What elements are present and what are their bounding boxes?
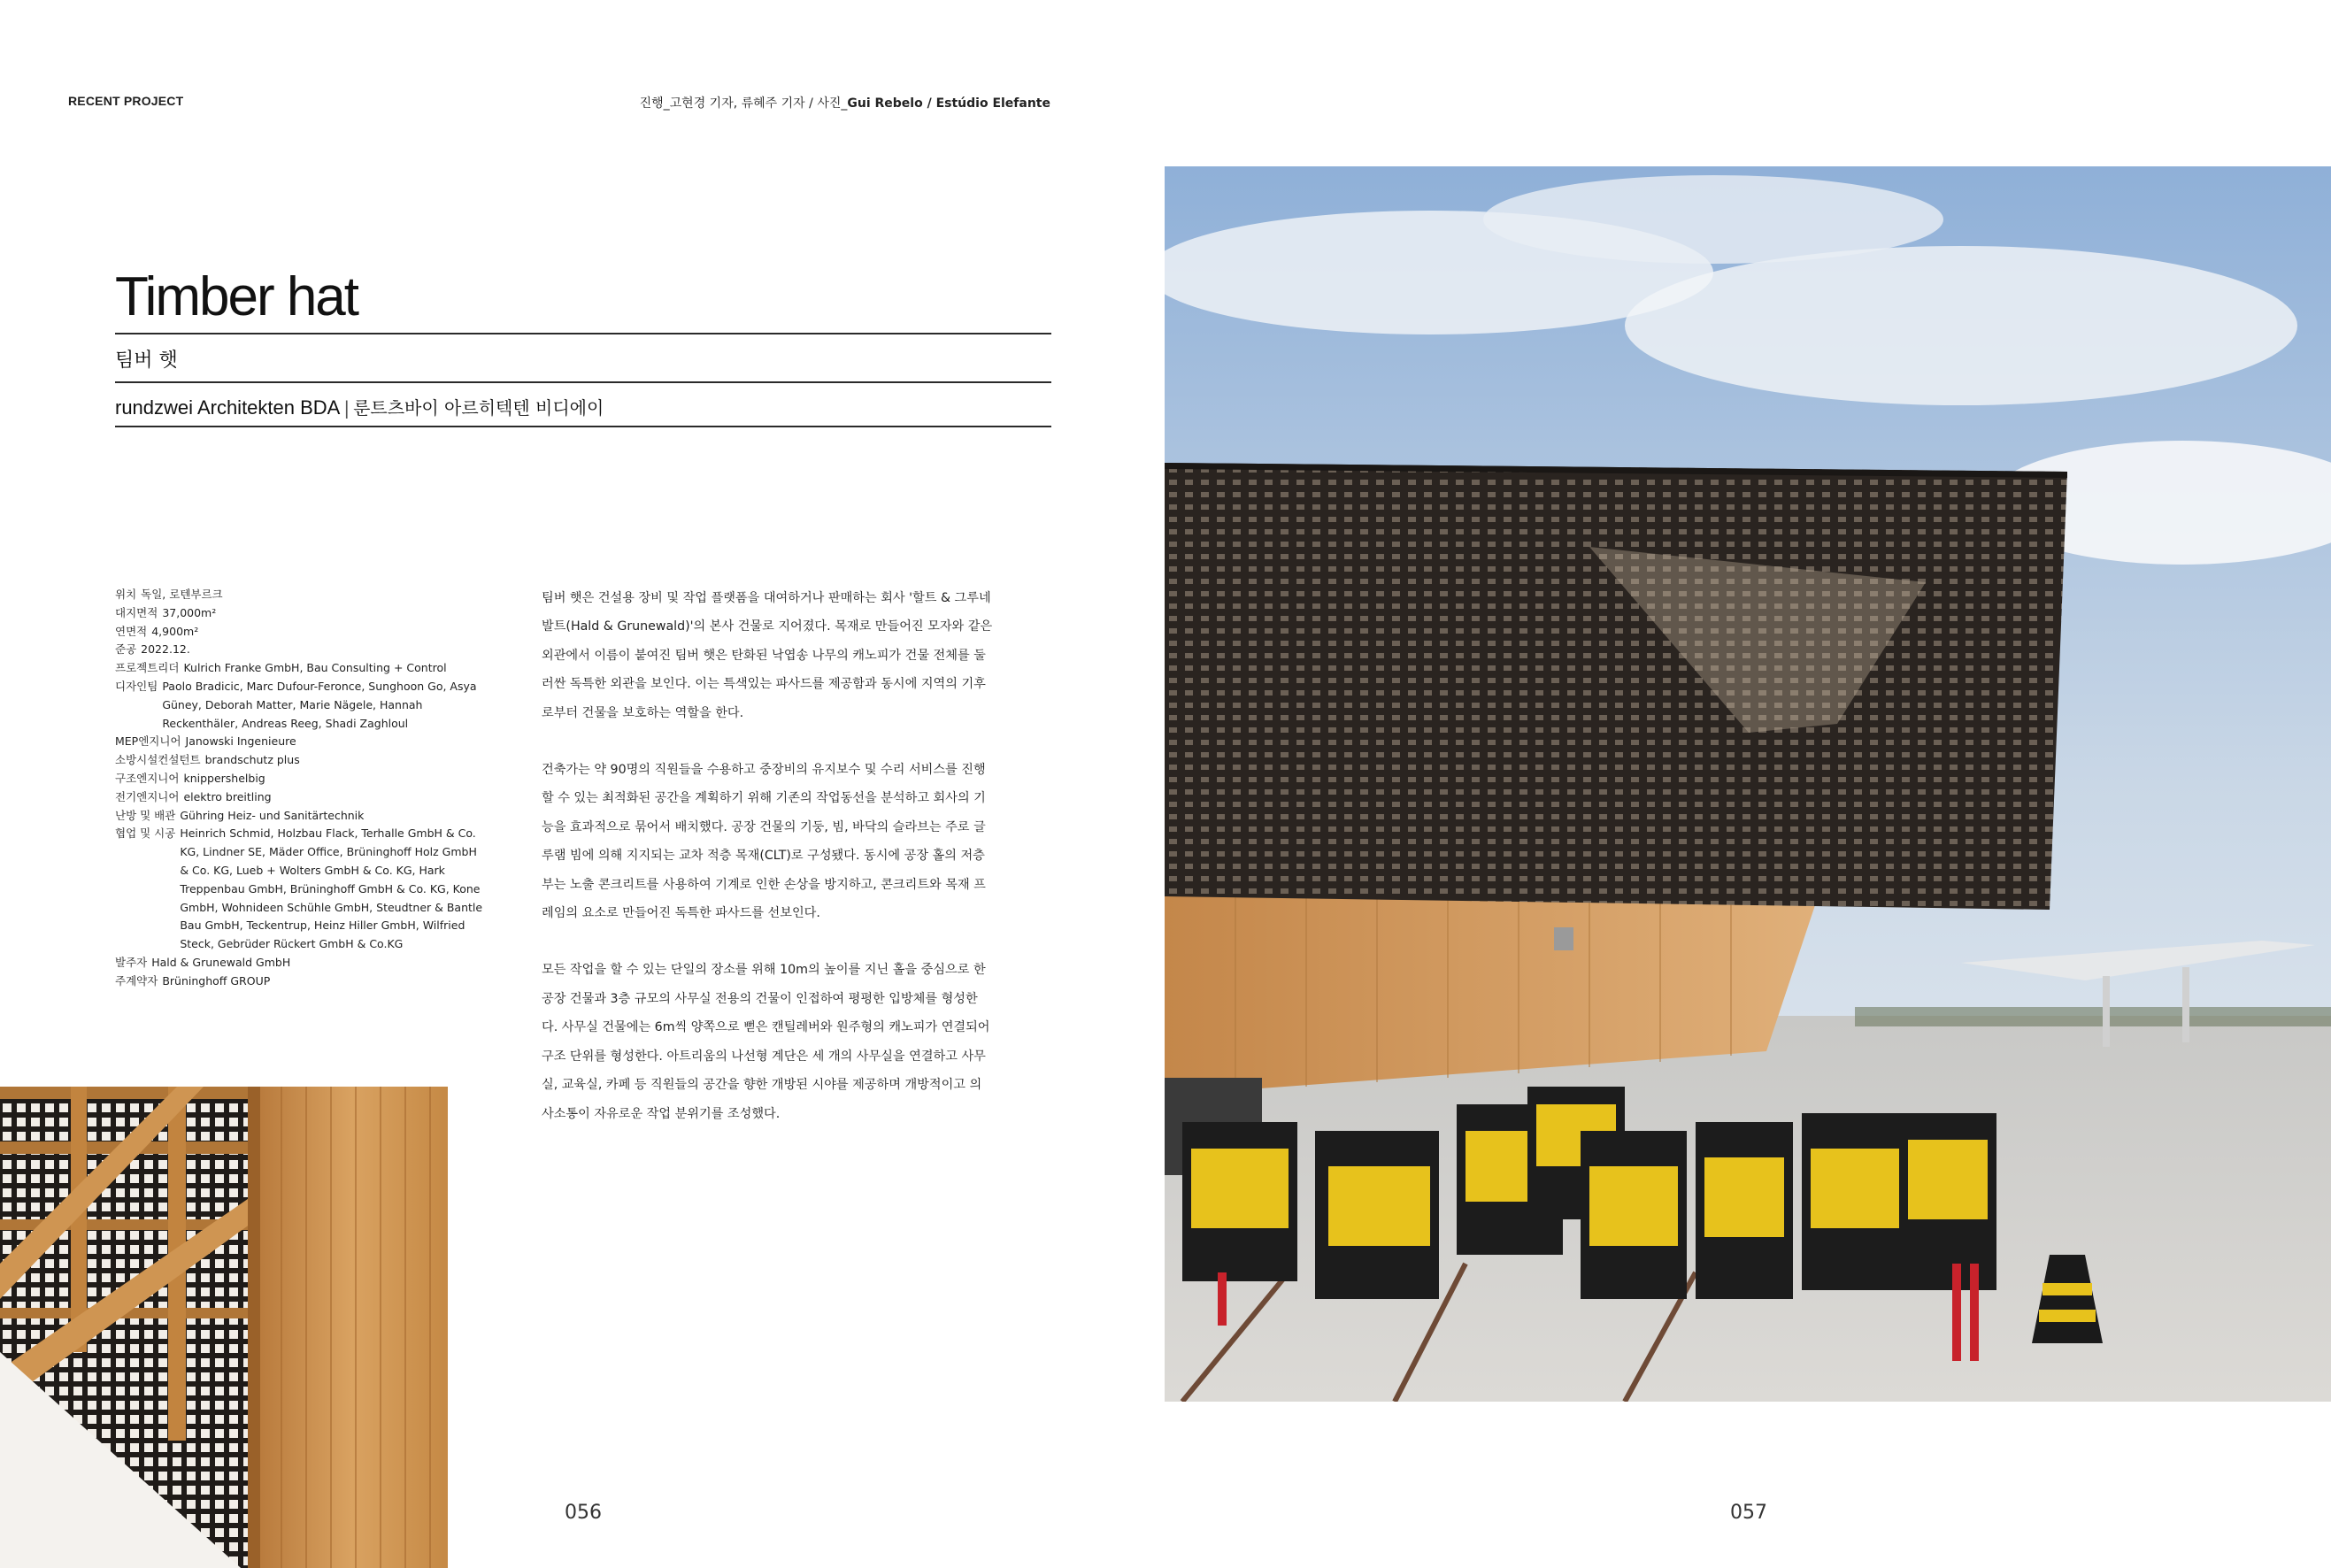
body-paragraph: 건축가는 약 90명의 직원들을 수용하고 중장비의 유지보수 및 수리 서비스를 진행할 수 있는 최적화된 공간을 계획하기 위해 기존의 작업동선을 분석하고 회사의 기능을 효과적으로 묶어서 배치했다. 공장 건물의 기둥, 빔, 바닥의 슬라브는 주로 글루램 빔에 의해 지지되는 교차 적층 목재(CLT)로 구성됐다. 동시에 공장 홀의 저층부는 노출 콘크리트를 사용하여 기계로 인한 손상을 방지하고, 콘크리트와 목재 프레임의 요소로 만들어진 독특한 파사드를 선보인다.: [542, 763, 986, 921]
architect-name-kr: 룬트츠바이 아르히텍텐 비디에이: [353, 397, 604, 419]
credit-value: Brüninghoff GROUP: [162, 973, 271, 988]
credit-key: 발주자: [115, 955, 148, 969]
project-title-kr: 팀버 햇: [115, 350, 178, 372]
credit-row: [115, 659, 487, 678]
credit-key: MEP엔지니어: [115, 734, 181, 749]
credit-value: Gühring Heiz- und Sanitärtechnik: [180, 808, 365, 822]
credit-key: 협업 및 시공: [115, 826, 176, 841]
credits-photographer: Gui Rebelo / Estúdio Elefante: [847, 96, 1050, 111]
credit-key: 프로젝트리더: [115, 661, 180, 675]
credits-prefix: 진행_고현경 기자, 류혜주 기자 / 사진_: [639, 96, 848, 111]
architect-rule: [115, 426, 1051, 427]
architect-separator: |: [343, 397, 350, 419]
credit-row: [115, 586, 487, 604]
body-paragraph: 팀버 햇은 건설용 장비 및 작업 플랫폼을 대여하거나 판매하는 회사 '할트 & 그루네발트(Hald & Grunewald)'의 본사 건물로 지어졌다. 목재로 만들어진 모자와 같은 외관에서 이름이 붙여진 팀버 햇은 탄화된 낙엽송 나무의 캐노피가 건물 전체를 둘러싼 독특한 외관을 보인다. 이는 특색있는 파사드를 제공함과 동시에 지역의 기후로부터 건물을 보호하는 역할을 한다.: [542, 591, 993, 720]
credit-value: 독일, 로텐부르크: [141, 588, 223, 601]
credit-row: [115, 751, 487, 770]
credit-value: Janowski Ingenieure: [185, 734, 296, 749]
credit-value: knippershelbig: [183, 771, 265, 785]
project-credits: [115, 586, 487, 991]
credit-row: [115, 972, 487, 991]
credit-value: Paolo Bradicic, Marc Dufour-Feronce, Sunghoon Go, Asya Güney, Deborah Matter, Marie Nägele, Hannah Reckenthäler, Andreas Reeg, Shadi Zaghloul: [162, 679, 477, 730]
credit-row: [115, 733, 487, 751]
architect-line: [115, 394, 604, 419]
body-paragraph: 모든 작업을 할 수 있는 단일의 장소를 위해 10m의 높이를 지닌 홀을 중심으로 한 공장 건물과 3층 규모의 사무실 전용의 건물이 인접하여 평평한 입방체를 형성한다. 사무실 건물에는 6m씩 양쪽으로 뻗은 캔틸레버와 원주형의 캐노피가 연결되어 구조 단위를 형성한다. 아트리움의 나선형 계단은 세 개의 사무실을 연결하고 사무실, 교육실, 카페 등 직원들의 공간을 향한 개방된 시야를 제공하며 개방적이고 의사소통이 자유로운 작업 분위기를 조성했다.: [542, 963, 990, 1121]
credit-value: 37,000m²: [162, 605, 217, 619]
credit-key: 구조엔지니어: [115, 771, 180, 785]
credit-value: 4,900m²: [151, 624, 199, 638]
detail-photo: [0, 1087, 448, 1568]
credit-row: [115, 825, 487, 954]
credit-value: elektro breitling: [183, 789, 272, 803]
credit-value: 2022.12.: [141, 642, 190, 657]
credit-row: [115, 807, 487, 826]
credit-value: Hald & Grunewald GmbH: [151, 955, 291, 969]
title-rule: [115, 333, 1051, 334]
credit-key: 주계약자: [115, 973, 158, 988]
project-title: Timber hat: [115, 266, 358, 327]
photo-credits: [549, 94, 1050, 111]
architect-name-en: rundzwei Architekten BDA: [115, 396, 341, 419]
credit-value: brandschutz plus: [204, 753, 300, 767]
page-number-left: 056: [565, 1502, 602, 1524]
article-body: [542, 584, 993, 1157]
credit-row: [115, 678, 487, 733]
main-photo: [1165, 166, 2331, 1402]
credit-row: [115, 604, 487, 623]
credit-row: [115, 788, 487, 807]
credit-key: 디자인팀: [115, 679, 158, 693]
credit-key: 연면적: [115, 624, 148, 638]
credit-row: [115, 954, 487, 972]
credit-key: 전기엔지니어: [115, 789, 180, 803]
credit-row: [115, 641, 487, 659]
subtitle-rule: [115, 381, 1051, 383]
credit-value: Kulrich Franke GmbH, Bau Consulting + Control: [183, 661, 447, 675]
credit-key: 소방시설컨설턴트: [115, 753, 201, 767]
credit-key: 위치: [115, 588, 137, 601]
page-number-right: 057: [1730, 1502, 1767, 1524]
credit-key: 준공: [115, 642, 137, 657]
credit-row: [115, 770, 487, 788]
credit-row: [115, 623, 487, 642]
section-label: RECENT PROJECT: [68, 94, 184, 108]
credit-key: 난방 및 배관: [115, 808, 176, 822]
credit-key: 대지면적: [115, 605, 158, 619]
credit-value: Heinrich Schmid, Holzbau Flack, Terhalle GmbH & Co. KG, Lindner SE, Mäder Office, Brüninghoff Holz GmbH & Co. KG, Lueb + Wolters GmbH & Co. KG, Hark Treppenbau GmbH, Brüninghoff GmbH & Co. KG, Kone GmbH, Wohnideen Schühle GmbH, Steudtner & Bantle Bau GmbH, Teckentrup, Heinz Hiller GmbH, Wilfried Steck, Gebrüder Rückert GmbH & Co.KG: [180, 826, 483, 951]
